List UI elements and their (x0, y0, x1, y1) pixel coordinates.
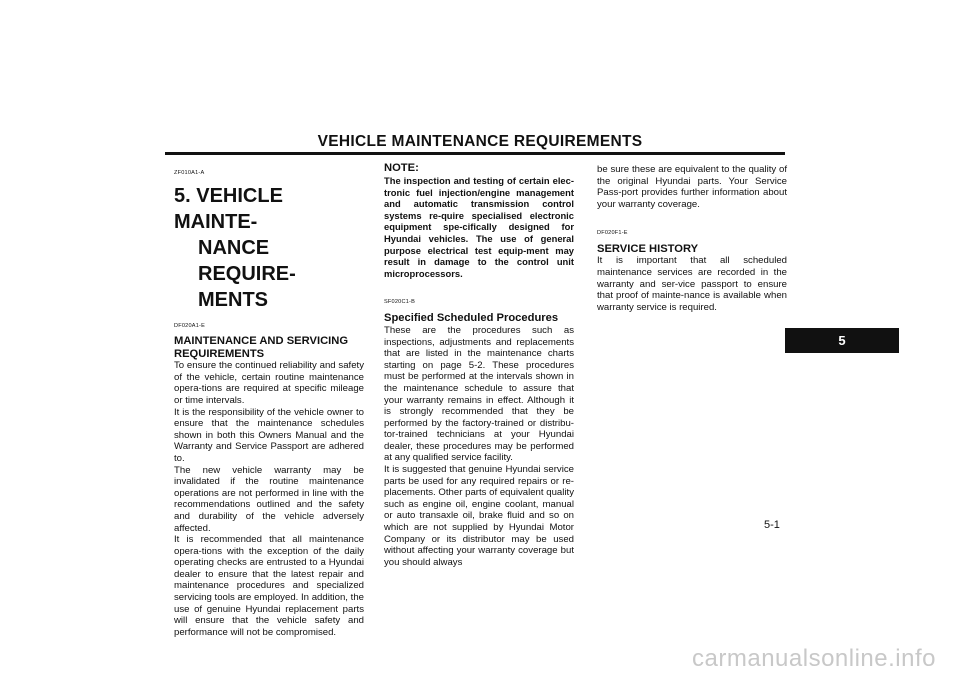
paragraph: be sure these are equivalent to the quality of the original Hyundai parts. Your Service Pass-port provides further information about your warranty coverage. (597, 164, 787, 210)
section-heading: Specified Scheduled Procedures (384, 311, 559, 324)
paragraph: The new vehicle warranty may be invalidated if the routine maintenance operations are not performed in line with the recommendations outlined and the safety and durability of the vehicle adversely affected. (174, 464, 364, 534)
header-rule (165, 152, 785, 155)
section-code: DF020A1-E (174, 322, 206, 329)
paragraph: It is recommended that all maintenance opera-tions with the exception of the daily operating checks are entrusted to a Hyundai dealer to ensure that the latest repair and maintenance procedures and specialized servicing tools are employed. In addition, the use of genuine Hyundai replacement parts will ensure that the vehicle safety and performance will not be compromised. (174, 534, 364, 638)
column-1 (174, 166, 364, 638)
chapter-title-line-1: 5. VEHICLE MAINTE- (174, 184, 283, 233)
paragraph: These are the procedures such as inspections, adjustments and replacements that are listed in the maintenance charts starting on page 5-2. These procedures must be performed at the intervals shown in the maintenance schedule to assure that your warranty remains in effect. Although it is strongly recommended that they be performed by the factory-trained or distribu-tor-trained technicians at your Hyundai dealer, these procedures may be performed at any qualified service facility. (384, 324, 574, 464)
chapter-title-line-3: MENTS (198, 288, 268, 311)
column-2 (384, 162, 574, 568)
paragraph: To ensure the continued reliability and safety of the vehicle, certain routine maintenance opera-tions are required at specific mileage or time intervals. (174, 360, 364, 406)
chapter-tab: 5 (785, 328, 899, 353)
paragraph: It is suggested that genuine Hyundai service parts be used for any required repairs or re-placements. Other parts of equivalent quality such as engine oil, engine coolant, manual or auto transaxle oil, brake fluid and so on which are not supplied by Hyundai Motor Company or its distributor may be used without affecting your warranty coverage but you should always (384, 464, 574, 568)
section-heading: MAINTENANCE AND SERVICING REQUIREMENTS (174, 335, 349, 360)
note-text: The inspection and testing of certain elec-tronic fuel injection/engine management and automatic transmission control systems re-quire specialised electronic equipment spe-cifically designed for Hyundai vehicles. The use of general purpose electrical test equip-ment may result in damage to the control unit microprocessors. (384, 175, 574, 279)
paragraph: It is the responsibility of the vehicle owner to ensure that the maintenance schedules shown in both this Owners Manual and the Warranty and Service Passport are adhered to. (174, 406, 364, 464)
column-3 (597, 164, 787, 313)
section-code: SF020C1-B (384, 299, 416, 306)
watermark: carmanualsonline.info (692, 645, 936, 672)
page-number: 5-1 (764, 519, 780, 531)
chapter-title-line-2: NANCE REQUIRE- (198, 236, 296, 285)
section-heading: SERVICE HISTORY (597, 242, 699, 255)
note-heading: NOTE: (384, 162, 419, 174)
section-code: DF020F1-E (597, 230, 628, 237)
paragraph: It is important that all scheduled maintenance services are recorded in the warranty and ser-vice passport to ensure that proof of mainte-nance is available when warranty service is required. (597, 255, 787, 313)
section-code: ZF010A1-A (174, 170, 205, 176)
page-header-title: VEHICLE MAINTENANCE REQUIREMENTS (317, 133, 643, 150)
chapter-title (174, 183, 364, 313)
